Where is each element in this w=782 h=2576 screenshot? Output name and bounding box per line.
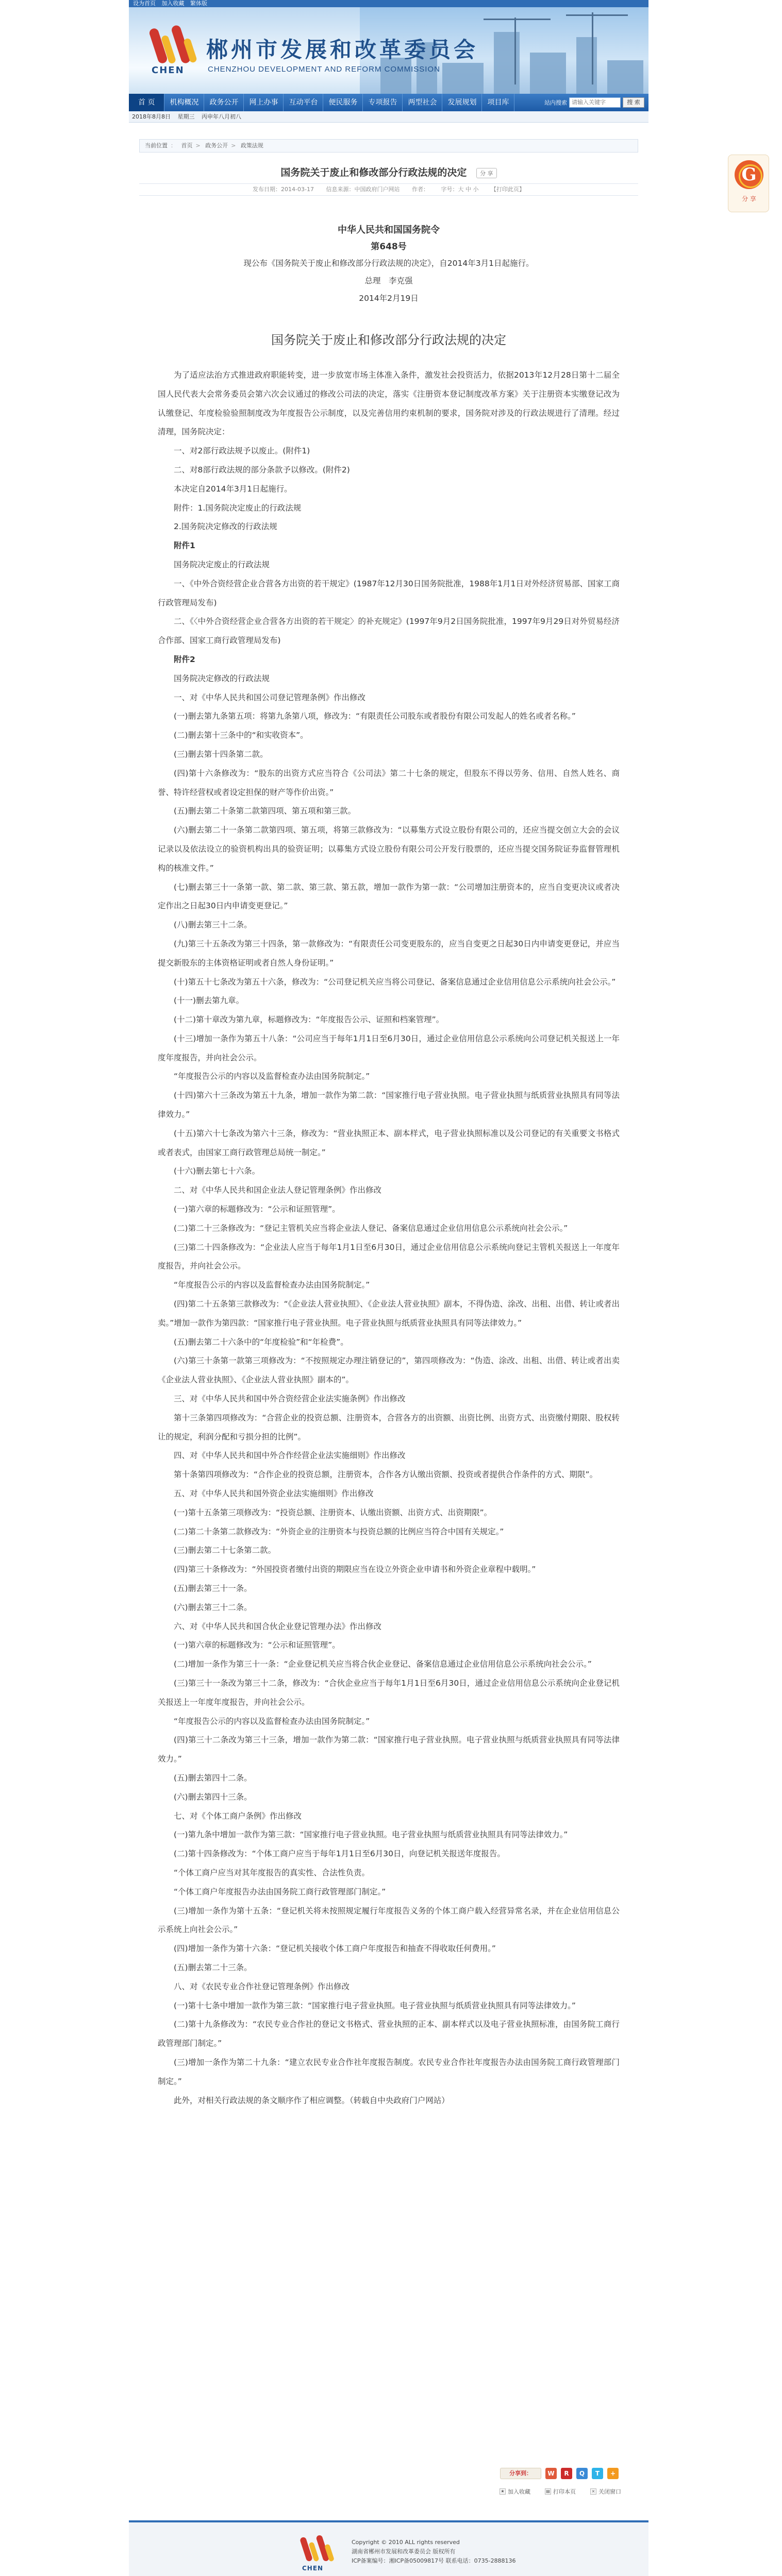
article-title-text: 国务院关于废止和修改部分行政法规的决定 [280,167,467,178]
decree-announce: 现公布《国务院关于废止和修改部分行政法规的决定》，自2014年3月1日起施行。 [243,259,534,268]
annex1-paragraph: 一、《中外合资经营企业合营各方出资的若干规定》(1987年12月30日国务院批准，1988年1月1日对外经济贸易部、国家工商行政管理局发布) [158,579,620,607]
annex2-paragraph: (四)增加一条作为第十六条：“登记机关接收个体工商户年度报告和抽查不得收取任何费用。” [174,1944,496,1954]
decision-paragraph: 为了适应法治方式推进政府职能转变，进一步放宽市场主体准入条件，激发社会投资活力，依据2013年12月28日第十二届全国人民代表大会常务委员会第六次会议通过的修改公司法的决定，落实《注册资本登记制度改革方案》关于注册资本实缴登记改为认缴登记、年度检验验照制度改为年度报告公示制度，以及完善信用约束机制的要求，国务院对涉及的行政法规进行了清理。经过清理，国务院决定： [158,370,620,437]
annex2-paragraph: (十六)删去第七十六条。 [174,1166,260,1176]
breadcrumb-label: 当前位置 [145,142,168,149]
share-tag[interactable]: 分 享 [476,168,497,178]
annex2-paragraph: (二)第十九条修改为：“农民专业合作社的登记文书格式、营业执照的正本、副本样式以及电子营业执照标准，由国务院工商行政管理部门制定。” [158,2020,620,2048]
annex2-paragraph: (十三)增加一条作为第五十八条：“公司应当于每年1月1日至6月30日，通过企业信用信息公示系统向公司登记机关报送上一年度年度报告，并向社会公示。 [158,1033,620,1062]
info-source: 信息来源：中国政府门户网站 [326,186,400,193]
search-button[interactable]: 搜 索 [623,97,644,108]
annex2-paragraph: (七)删去第三十一条第一款、第二款、第三款、第五款，增加一款作为第一款：“公司增加注册资本的，应当自变更决议或者决定作出之日起30日内申请变更登记。” [158,882,620,911]
annex2-paragraph: (四)第十六条修改为：“股东的出资方式应当符合《公司法》第二十七条的规定，但股东不得以劳务、信用、自然人姓名、商誉、特许经营权或者设定担保的财产等作价出资。” [158,768,620,797]
annex2-paragraph: “年度报告公示的内容以及监督检查办法由国务院制定。” [174,1716,370,1726]
site-footer [129,2522,648,2576]
share-g-icon: G [735,160,763,189]
close-tool[interactable]: × 关闭窗口 [590,2487,621,2496]
main-nav [129,94,648,111]
search-input[interactable] [569,97,621,108]
annex2-paragraph: “个体工商户年度报告办法由国务院工商行政管理部门制定。” [174,1887,386,1896]
annex2-paragraph: 八、对《农民专业合作社登记管理条例》作出修改 [174,1981,350,1991]
share-qq-icon[interactable]: Q [576,2468,588,2479]
annex2-paragraph: 三、对《中华人民共和国中外合资经营企业法实施条例》作出修改 [174,1394,406,1404]
annex2-paragraph: 四、对《中华人民共和国中外合作经营企业法实施细则》作出修改 [174,1451,406,1461]
favorite-tool[interactable]: ★ 加入收藏 [500,2487,530,2496]
decision-paragraphs [158,366,620,536]
search-label: 站内搜索 [544,99,567,106]
add-favorite-link[interactable]: 加入收藏 [161,0,185,7]
annex2-paragraph: (十四)第六十三条改为第五十九条，增加一款作为第二款：“国家推行电子营业执照。电子营业执照与纸质营业执照具有同等法律效力。” [158,1091,620,1120]
annex2-paragraph: 第十三条第四项修改为：“合营企业的投资总额、注册资本，合营各方的出资额、出资比例、出资方式、出资缴付期限、股权转让的规定，利润分配和亏损分担的比例”。 [158,1413,620,1442]
publish-date: 发布日期：2014-03-17 [253,186,314,193]
decision-paragraph: 附件：1.国务院决定废止的行政法规 [174,503,302,513]
set-homepage-link[interactable]: 设为首页 [133,0,156,7]
top-bar [129,0,648,7]
nav-special-reports[interactable]: 专项报告 [363,94,403,111]
annex1-label: 附件1 [174,541,195,551]
site-title: 郴州市发展和改革委员会 [206,37,479,62]
decree-issuer: 中华人民共和国国务院令 [338,225,440,235]
nav-online-service[interactable]: 网上办事 [244,94,284,111]
annex2-paragraph: (十五)第六十七条改为第六十三条，修改为：“营业执照正本、副本样式，电子营业执照标准以及公司登记的有关重要文书格式或者表式，由国家工商行政管理总局统一制定。” [158,1128,620,1157]
current-date: 2018年8月8日 [132,113,171,120]
annex2-paragraph: (二)第二十三条修改为：“登记主管机关应当将企业法人登记、备案信息通过企业信用信息公示系统向社会公示。” [174,1223,568,1233]
annex2-paragraph: 六、对《中华人民共和国合伙企业登记管理办法》作出修改 [174,1621,382,1631]
annex2-paragraph: 五、对《中华人民共和国外资企业法实施细则》作出修改 [174,1489,374,1499]
article-tools [467,2487,621,2496]
annex2-paragraph: (五)删去第二十三条。 [174,1962,252,1972]
share-weibo-icon[interactable]: W [545,2468,557,2479]
share-tencent-icon[interactable]: T [592,2468,603,2479]
print-icon: ▤ [545,2488,551,2495]
annex2-paragraph: 国务院决定修改的行政法规 [174,673,270,683]
print-link[interactable]: 【打印此页】 [490,186,525,193]
annex2-paragraph: (三)第三十一条改为第三十二条，修改为：“合伙企业应当于每年1月1日至6月30日，通过企业信用信息公示系统向企业登记机关报送上一年度年度报告，并向社会公示。 [158,1678,620,1707]
annex2-paragraph: “年度报告公示的内容以及监督检查办法由国务院制定。” [174,1280,370,1290]
annex2-paragraph: (十二)第十章改为第九章，标题修改为：“年度报告公示、证照和档案管理”。 [174,1015,444,1025]
annex2-paragraphs [158,669,620,2110]
close-icon: × [590,2488,596,2495]
logo-text: CHEN [152,65,185,76]
annex1-paragraph: 二、《〈中外合资经营企业合营各方出资的若干规定〉的补充规定》(1997年9月2日国务院批准，1997年9月29日对外贸易经济合作部、国家工商行政管理局发布) [158,617,620,646]
annex2-paragraph: (二)第十四条修改为：“个体工商户应当于每年1月1日至6月30日，向登记机关报送年度报告。 [174,1849,505,1859]
annex2-paragraph: (三)增加一条作为第十五条：“登记机关将未按照规定履行年度报告义务的个体工商户载入经营异常名录，并在企业信用信息公示系统上向社会公示。” [158,1906,620,1935]
breadcrumb-gov-affairs[interactable]: 政务公开 [205,142,228,149]
annex2-paragraph: (一)第十七条中增加一款作为第三款：“国家推行电子营业执照。电子营业执照与纸质营业执照具有同等法律效力。” [174,2001,576,2010]
annex2-paragraph: (四)第三十条修改为：“外国投资者缴付出资的期限应当在设立外资企业申请书和外资企业章程中载明。” [174,1565,536,1574]
annex2-paragraph: 二、对《中华人民共和国企业法人登记管理条例》作出修改 [174,1185,382,1195]
annex2-paragraph: (五)删去第三十一条。 [174,1584,252,1593]
nav-two-type-society[interactable]: 两型社会 [403,94,442,111]
annex2-paragraph: (六)删去第二十一条第二款第四项、第五项，将第三款修改为：“以募集方式设立股份有限公司的，还应当提交创立大会的会议记录以及依法设立的验资机构出具的验资证明；以募集方式设立股份有限公司公开发行股票的，还应当提交国务院证券监督管理机构的核准文件。” [158,825,620,873]
annex2-paragraph: (五)删去第四十二条。 [174,1773,252,1783]
annex2-paragraph: (二)增加一条作为第三十一条：“企业登记机关应当将合伙企业登记、备案信息通过企业信用信息公示系统向社会公示。” [174,1659,592,1669]
date-bar [129,111,648,123]
annex2-paragraph: (二)删去第十三条中的“和实收资本”。 [174,731,308,740]
annex2-paragraph: (一)第六章的标题修改为：“公示和证照管理”。 [174,1640,340,1650]
nav-interaction[interactable]: 互动平台 [284,94,323,111]
nav-gov-affairs[interactable]: 政务公开 [204,94,244,111]
annex2-paragraph: (六)删去第三十二条。 [174,1602,252,1612]
site-title-en: CHENZHOU DEVELOPMENT AND REFORM COMMISSION [208,65,440,74]
footer-logo [299,2534,345,2575]
nav-project-library[interactable]: 项目库 [482,94,514,111]
breadcrumb: 当前位置 ： 首页 > 政务公开 > 政策法规 [139,139,638,152]
decision-paragraph: 一、对2部行政法规予以废止。(附件1) [174,446,310,456]
current-weekday: 星期三 [177,113,195,120]
footer-icp: ICP备案编号：湘ICP备05009817号 联系电话：0735-2888136 [352,2557,516,2564]
breadcrumb-home[interactable]: 首页 [181,142,193,149]
lunar-date: 丙申年八月初八 [202,113,241,120]
decree-date: 2014年2月19日 [359,294,419,303]
annex1-paragraphs [158,555,620,650]
annex2-paragraph: (四)第三十二条改为第三十三条，增加一款作为第二款：“国家推行电子营业执照。电子营业执照与纸质营业执照具有同等法律效力。” [158,1735,620,1764]
annex2-paragraph: (一)第十五条第三项修改为：“投资总额、注册资本、认缴出资额、出资方式、出资期限”。 [174,1507,492,1517]
floating-share-widget[interactable] [728,155,769,212]
annex2-label: 附件2 [174,654,195,664]
annex2-paragraph: (六)删去第四十三条。 [174,1792,252,1802]
share-renren-icon[interactable]: R [561,2468,572,2479]
annex2-paragraph: 第十条第四项修改为：“合作企业的投资总额，注册资本，合作各方认缴出资额、投资或者提供合作条件的方式、期限”。 [174,1470,598,1480]
annex2-paragraph: 七、对《个体工商户条例》作出修改 [174,1811,302,1821]
annex2-paragraph: (一)第六章的标题修改为：“公示和证照管理”。 [174,1205,340,1214]
decision-paragraph: 本决定自2014年3月1日起施行。 [174,484,292,494]
site-banner [129,7,648,94]
annex2-paragraph: (四)第二十五条第三款修改为：“《企业法人营业执照》、《企业法人营业执照》副本，不得伪造、涂改、出租、出借、转让或者出卖。”增加一款作为第四款：“国家推行电子营业执照。电子营业执照与纸质营业执照具有同等法律效力。” [158,1299,620,1328]
article-body [158,206,620,2110]
decision-paragraph: 2.国务院决定修改的行政法规 [174,522,277,532]
decree-number: 第648号 [371,242,407,252]
annex1-paragraph: 国务院决定废止的行政法规 [174,560,270,569]
annex2-paragraph: “年度报告公示的内容以及监督检查办法由国务院制定。” [174,1072,370,1081]
share-more-icon[interactable]: + [607,2468,619,2479]
annex2-paragraph: (三)删去第十四条第二款。 [174,749,268,759]
decision-paragraph: 二、对8部行政法规的部分条款予以修改。(附件2) [174,465,350,474]
annex2-paragraph: (三)删去第二十七条第二款。 [174,1546,276,1555]
decree-premier: 总理 李克强 [364,276,413,285]
font-size-switch[interactable]: 字号：大 中 小 [441,186,479,193]
footer-owner: 湖南省郴州市发展和改革委员会 版权所有 [352,2548,456,2555]
article-title [129,165,648,179]
share-bar [464,2468,619,2481]
annex2-paragraph: (一)第九条中增加一款作为第三款：“国家推行电子营业执照。电子营业执照与纸质营业执照具有同等法律效力。” [174,1830,568,1840]
annex2-paragraph: 一、对《中华人民共和国公司登记管理条例》作出修改 [174,692,366,702]
annex2-paragraph: (二)第二十条第二款修改为：“外资企业的注册资本与投资总额的比例应当符合中国有关规定。” [174,1527,504,1536]
annex2-paragraph: (三)增加一条作为第二十九条：“建立农民专业合作社年度报告制度。农民专业合作社年度报告办法由国务院工商行政管理部门制定。” [158,2057,620,2086]
footer-logo-text: CHEN [302,2565,324,2572]
nav-about[interactable]: 机构概况 [164,94,204,111]
annex2-paragraph: (五)删去第二十六条中的“年度检验”和“年检费”。 [174,1337,348,1347]
breadcrumb-policy[interactable]: 政策法规 [240,142,263,149]
share-label: 分享到： [500,2468,541,2479]
traditional-chinese-link[interactable]: 繁体版 [190,0,207,7]
annex2-paragraph: (八)删去第三十二条。 [174,920,252,930]
annex2-paragraph: (三)第二十四条修改为：“企业法人应当于每年1月1日至6月30日，通过企业信用信息公示系统向登记主管机关报送上一年度年度报告，并向社会公示。 [158,1242,620,1271]
article-meta [139,183,638,196]
annex2-paragraph: 此外，对相关行政法规的条文顺序作了相应调整。（转载自中央政府门户网站） [174,2095,450,2105]
author: 作者： [411,186,429,193]
annex2-paragraph: (五)删去第二十条第二款第四项、第五项和第三款。 [174,806,356,816]
nav-home[interactable]: 首 页 [129,94,164,111]
floating-share-label: 分 享 [742,195,756,202]
print-tool[interactable]: ▤ 打印本页 [545,2487,576,2496]
annex2-paragraph: (十)第五十七条改为第五十六条，修改为：“公司登记机关应当将公司登记、备案信息通过企业信用信息公示系统向社会公示。” [174,977,616,987]
nav-development-plan[interactable]: 发展规划 [442,94,482,111]
site-search [544,97,648,108]
favorite-icon: ★ [500,2488,506,2495]
annex2-paragraph: (六)第三十条第一款第三项修改为：“不按照规定办理注销登记的”，第四项修改为：“伪造、涂改、出租、出借、转让或者出卖《企业法人营业执照》、《企业法人营业执照》副本的”。 [158,1356,620,1385]
footer-info [352,2538,516,2566]
annex2-paragraph: (九)第三十五条改为第三十四条，第一款修改为：“有限责任公司变更股东的，应当自变更之日起30日内申请变更登记，并应当提交新股东的主体资格证明或者自然人身份证明。” [158,939,620,968]
annex2-paragraph: “个体工商户应当对其年度报告的真实性、合法性负责。 [174,1868,370,1877]
footer-copyright: Copyright © 2010 ALL rights reserved [352,2539,460,2546]
annex2-paragraph: (十一)删去第九章。 [174,996,244,1006]
annex2-paragraph: (一)删去第九条第五项：将第九条第八项，修改为：“有限责任公司股东或者股份有限公司发起人的姓名或者名称。” [174,711,576,721]
decision-title: 国务院关于废止和修改部分行政法规的决定 [271,333,506,347]
nav-public-service[interactable]: 便民服务 [323,94,363,111]
